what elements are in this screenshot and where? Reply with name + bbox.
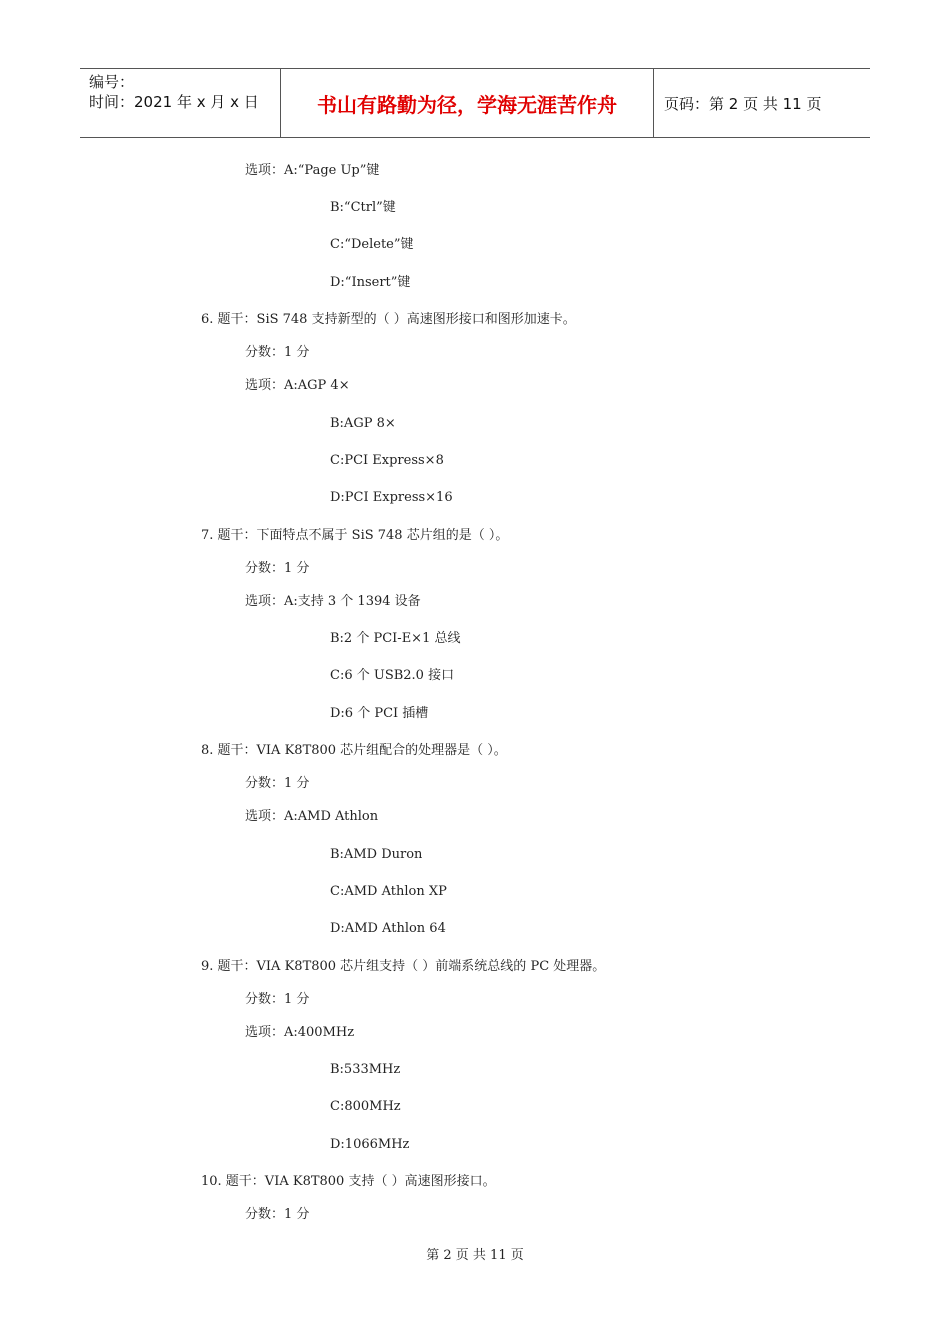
option-line: 选项：A:支持 3 个 1394 设备 bbox=[245, 594, 421, 609]
option-line: D:1066MHz bbox=[330, 1137, 410, 1152]
page-footer: 第 2 页 共 11 页 bbox=[426, 1248, 524, 1263]
option-line: D:6 个 PCI 插槽 bbox=[330, 706, 429, 721]
option-line: D:PCI Express×16 bbox=[330, 490, 453, 505]
score-line: 分数：1 分 bbox=[245, 1207, 310, 1222]
option-line: C:PCI Express×8 bbox=[330, 453, 444, 468]
option-line: B:2 个 PCI-E×1 总线 bbox=[330, 631, 461, 646]
option-line: C:“Delete”键 bbox=[330, 237, 414, 252]
header-page-label: 页码：第 2 页 共 11 页 bbox=[664, 94, 822, 113]
score-line: 分数：1 分 bbox=[245, 776, 310, 791]
question-stem: 9. 题干：VIA K8T800 芯片组支持（ ）前端系统总线的 PC 处理器。 bbox=[201, 959, 606, 974]
question-stem: 7. 题干：下面特点不属于 SiS 748 芯片组的是（ ）。 bbox=[201, 528, 509, 543]
header-date-label: 时间：2021 年 x 月 x 日 bbox=[89, 93, 259, 111]
option-line: B:AGP 8× bbox=[330, 416, 396, 431]
score-line: 分数：1 分 bbox=[245, 345, 310, 360]
score-line: 分数：1 分 bbox=[245, 561, 310, 576]
header-motto: 书山有路勤为径，学海无涯苦作舟 bbox=[281, 69, 654, 137]
option-line: 选项：A:400MHz bbox=[245, 1025, 355, 1040]
option-line: D:“Insert”键 bbox=[330, 275, 411, 290]
option-line: B:“Ctrl”键 bbox=[330, 200, 396, 215]
option-line: 选项：A:AGP 4× bbox=[245, 378, 350, 393]
header-id-label: 编号： bbox=[89, 73, 135, 91]
question-stem: 8. 题干：VIA K8T800 芯片组配合的处理器是（ ）。 bbox=[201, 743, 507, 758]
header-meta bbox=[80, 69, 281, 137]
question-stem: 6. 题干：SiS 748 支持新型的（ ）高速图形接口和图形加速卡。 bbox=[201, 312, 576, 327]
option-line: B:AMD Duron bbox=[330, 847, 423, 862]
option-line: C:6 个 USB2.0 接口 bbox=[330, 668, 455, 683]
option-line: C:AMD Athlon XP bbox=[330, 884, 447, 899]
option-line: D:AMD Athlon 64 bbox=[330, 921, 446, 936]
page-header bbox=[80, 68, 870, 138]
option-line: B:533MHz bbox=[330, 1062, 401, 1077]
question-stem: 10. 题干：VIA K8T800 支持（ ）高速图形接口。 bbox=[201, 1174, 496, 1189]
option-line: 选项：A:AMD Athlon bbox=[245, 809, 379, 824]
score-line: 分数：1 分 bbox=[245, 992, 310, 1007]
option-line: C:800MHz bbox=[330, 1099, 401, 1114]
option-line: 选项：A:“Page Up”键 bbox=[245, 163, 380, 178]
